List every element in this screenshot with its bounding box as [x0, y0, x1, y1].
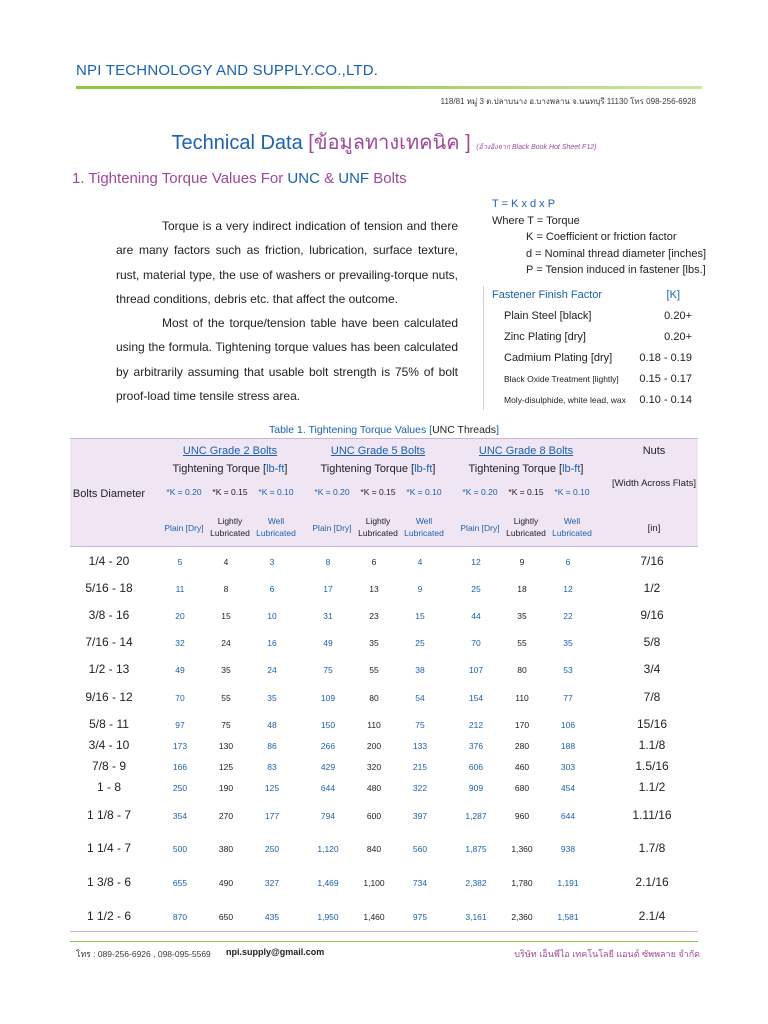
torque-value-cell: 644 [320, 783, 336, 793]
nut-size-cell: 1.7/8 [638, 841, 666, 855]
torque-value-cell: 6 [371, 557, 377, 567]
lubricated-label: Lubricated [506, 528, 546, 538]
torque-value-cell: 266 [320, 741, 336, 751]
torque-value-cell: 86 [267, 741, 277, 751]
footer-company: บริษัท เอ็นพีไอ เทคโนโลยี แอนด์ ซัพพลาย จำกัด [514, 949, 700, 959]
torque-value-cell: 83 [267, 762, 277, 772]
nut-size-cell: 15/16 [636, 717, 668, 731]
torque-value-cell: 4 [417, 557, 423, 567]
k-value-header: *K = 0.15 [212, 487, 248, 497]
torque-value-cell: 13 [369, 584, 379, 594]
nut-size-cell: 2.1/16 [635, 875, 669, 889]
tt-suffix: ] [432, 463, 436, 475]
torque-value-cell: 4 [223, 557, 229, 567]
bolt-diameter-cell: 1 1/8 - 7 [86, 808, 132, 822]
footer-email: npi.supply@gmail.com [226, 947, 325, 957]
tt-unit: lb-ft [562, 463, 581, 475]
torque-value-cell: 480 [366, 783, 382, 793]
torque-value-cell: 435 [264, 912, 280, 922]
lubricated-label: Lubricated [210, 528, 250, 538]
torque-value-cell: 500 [172, 844, 188, 854]
torque-value-cell: 650 [218, 912, 234, 922]
title-bracket-open: [ [308, 132, 314, 154]
nut-size-cell: 1.1/8 [638, 738, 666, 752]
finish-value: 0.10 - 0.14 [639, 394, 692, 406]
finish-value: 0.18 - 0.19 [639, 352, 692, 364]
torque-value-cell: 280 [514, 741, 530, 751]
torque-value-cell: 25 [415, 638, 425, 648]
header-divider [76, 86, 702, 89]
well-lubricated-header [252, 515, 300, 539]
torque-value-cell: 24 [221, 638, 231, 648]
torque-value-cell: 75 [221, 720, 231, 730]
torque-value-cell: 376 [468, 741, 484, 751]
torque-value-cell: 125 [218, 762, 234, 772]
finish-factor-row [492, 306, 702, 327]
torque-value-cell: 77 [563, 693, 573, 703]
formula-equation: T = K x d x P [492, 198, 556, 210]
nuts-header: Nuts [642, 445, 666, 457]
torque-value-cell: 6 [269, 584, 275, 594]
bolt-diameter-cell: 3/8 - 16 [88, 608, 130, 622]
torque-value-cell: 35 [267, 693, 277, 703]
torque-value-cell: 130 [218, 741, 234, 751]
intro-paragraph-2: Most of the torque/tension table have been calculated using the formula. Tightening torque values has been calculated by arbitrarily assuming that usable bolt strength is 75% of bolt proof-load time tensile stress area. [116, 316, 458, 403]
torque-value-cell: 794 [320, 811, 336, 821]
k-value-header: *K = 0.20 [166, 487, 202, 497]
torque-value-cell: 1,780 [511, 878, 533, 888]
well-label: Well [267, 516, 285, 526]
table-title-prefix: Table 1. Tightening Torque Values [ [269, 424, 433, 436]
k-value-header: *K = 0.15 [508, 487, 544, 497]
bolt-diameter-cell: 5/8 - 11 [89, 717, 129, 731]
title-thai: ข้อมูลทางเทคนิค [313, 132, 460, 154]
nut-size-cell: 5/8 [643, 635, 661, 649]
torque-value-cell: 5 [177, 557, 183, 567]
well-label: Well [563, 516, 581, 526]
torque-value-cell: 22 [563, 611, 573, 621]
nut-size-cell: 7/8 [643, 690, 661, 704]
section-title-unc: UNC [287, 170, 320, 187]
torque-value-cell: 870 [172, 912, 188, 922]
nut-size-cell: 1.5/16 [635, 759, 669, 773]
torque-value-cell: 1,460 [363, 912, 385, 922]
finish-factor-k-header: [K] [666, 289, 680, 301]
formula-d: d = Nominal thread diameter [inches] [526, 247, 707, 260]
finish-name: Zinc Plating [dry] [504, 331, 586, 343]
bolt-diameter-cell: 1 - 8 [96, 780, 121, 794]
torque-value-cell: 429 [320, 762, 336, 772]
torque-value-cell: 644 [560, 811, 576, 821]
torque-value-cell: 2,360 [511, 912, 533, 922]
k-value-header: *K = 0.20 [314, 487, 350, 497]
intro-paragraph-1: Torque is a very indirect indication of tension and there are many factors such as friction, lubrication, surface texture, rust, material type, the use of washers or prevailing-torque nuts, thread conditions, debris etc. that affect the outcome. [116, 219, 458, 306]
torque-value-cell: 734 [412, 878, 428, 888]
nut-size-cell: 1.1/2 [638, 780, 666, 794]
company-name: NPI TECHNOLOGY AND SUPPLY.CO.,LTD. [76, 62, 379, 79]
finish-factor-list [492, 306, 702, 411]
bolts-diameter-header: Bolts Diameter [72, 488, 146, 500]
torque-value-cell: 70 [175, 693, 185, 703]
finish-name: Moly-disulphide, white lead, wax [504, 395, 626, 405]
lubricated-label: Lubricated [358, 528, 398, 538]
torque-value-cell: 24 [267, 665, 277, 675]
torque-value-cell: 23 [369, 611, 379, 621]
tightening-torque-header [160, 463, 300, 475]
torque-value-cell: 3,161 [465, 912, 487, 922]
torque-value-cell: 212 [468, 720, 484, 730]
nut-size-cell: 9/16 [640, 608, 664, 622]
table-title [0, 424, 768, 436]
lightly-lubricated-header [354, 515, 402, 539]
torque-value-cell: 606 [468, 762, 484, 772]
torque-value-cell: 9 [417, 584, 423, 594]
finish-factor-divider [483, 286, 484, 410]
torque-value-cell: 560 [412, 844, 428, 854]
section-title-unf: UNF [338, 170, 370, 187]
torque-value-cell: 200 [366, 741, 382, 751]
finish-value: 0.20+ [664, 331, 692, 343]
torque-value-cell: 10 [267, 611, 277, 621]
table-header-top-line [70, 438, 698, 439]
torque-value-cell: 1,469 [317, 878, 339, 888]
bolt-diameter-cell: 1 1/2 - 6 [86, 909, 132, 923]
torque-value-cell: 840 [366, 844, 382, 854]
torque-value-cell: 1,581 [557, 912, 579, 922]
torque-value-cell: 320 [366, 762, 382, 772]
torque-value-cell: 173 [172, 741, 188, 751]
width-across-flats-header: [Width Across Flats] [612, 478, 696, 489]
torque-value-cell: 48 [267, 720, 277, 730]
torque-value-cell: 975 [412, 912, 428, 922]
formula-where: Where T = Torque [492, 214, 580, 227]
table-bottom-line [70, 931, 698, 932]
finish-factor-title: Fastener Finish Factor [492, 289, 603, 301]
torque-value-cell: 110 [367, 720, 381, 730]
torque-value-cell: 35 [369, 638, 379, 648]
torque-value-cell: 154 [468, 693, 484, 703]
torque-value-cell: 54 [415, 693, 425, 703]
bolt-diameter-cell: 1/2 - 13 [88, 662, 130, 676]
torque-value-cell: 2,382 [465, 878, 487, 888]
torque-formula [492, 196, 706, 279]
lubricated-label: Lubricated [552, 528, 592, 538]
table-header-bottom-line [70, 546, 698, 547]
torque-value-cell: 303 [560, 762, 576, 772]
torque-value-cell: 490 [218, 878, 234, 888]
torque-value-cell: 125 [264, 783, 280, 793]
k-value-header: *K = 0.10 [258, 487, 294, 497]
torque-value-cell: 6 [565, 557, 571, 567]
finish-factor-header [492, 289, 702, 301]
finish-name: Cadmium Plating [dry] [504, 352, 613, 364]
torque-value-cell: 107 [468, 665, 484, 675]
lightly-lubricated-header [502, 515, 550, 539]
bolt-diameter-cell: 1 3/8 - 6 [86, 875, 132, 889]
plain-dry-header: Plain [Dry] [164, 523, 204, 533]
torque-value-cell: 600 [366, 811, 382, 821]
torque-value-cell: 16 [267, 638, 277, 648]
finish-name: Black Oxide Treatment [lightly] [504, 374, 619, 384]
title-source: (อ้างอิงจาก Black Book Hot Sheet F12) [476, 144, 597, 151]
torque-value-cell: 166 [172, 762, 188, 772]
torque-value-cell: 32 [175, 638, 185, 648]
bolt-diameter-cell: 9/16 - 12 [85, 690, 133, 704]
lightly-lubricated-header [206, 515, 254, 539]
torque-value-cell: 80 [517, 665, 527, 675]
nut-size-cell: 1.11/16 [632, 808, 672, 822]
tt-prefix: Tightening Torque [ [468, 463, 563, 475]
tt-prefix: Tightening Torque [ [172, 463, 267, 475]
table-title-threads: UNC Threads [432, 424, 497, 436]
torque-value-cell: 327 [264, 878, 280, 888]
torque-value-cell: 188 [560, 741, 576, 751]
torque-value-cell: 454 [560, 783, 576, 793]
lubricated-label: Lubricated [404, 528, 444, 538]
grade-8-header: UNC Grade 8 Bolts [478, 445, 574, 457]
torque-value-cell: 17 [323, 584, 333, 594]
torque-value-cell: 460 [514, 762, 530, 772]
torque-value-cell: 110 [515, 693, 529, 703]
tt-prefix: Tightening Torque [ [320, 463, 415, 475]
torque-value-cell: 3 [269, 557, 275, 567]
torque-value-cell: 44 [471, 611, 481, 621]
torque-value-cell: 35 [517, 611, 527, 621]
tt-unit: lb-ft [414, 463, 433, 475]
torque-value-cell: 177 [264, 811, 280, 821]
title-bracket-close: ] [465, 132, 471, 154]
torque-value-cell: 15 [415, 611, 425, 621]
torque-value-cell: 55 [517, 638, 527, 648]
torque-value-cell: 80 [369, 693, 379, 703]
torque-value-cell: 49 [175, 665, 185, 675]
formula-k: K = Coefficient or friction factor [526, 231, 677, 243]
torque-value-cell: 1,120 [317, 844, 339, 854]
torque-value-cell: 106 [560, 720, 576, 730]
torque-value-cell: 31 [323, 611, 333, 621]
torque-value-cell: 190 [218, 783, 234, 793]
company-address: 118/81 หมู่ 3 ต.ปลาบนาง อ.บางพลาน จ.นนทบุรี 11130 โทร 098-256-6928 [440, 97, 696, 106]
finish-factor-row [492, 369, 702, 390]
bolt-diameter-cell: 3/4 - 10 [88, 738, 130, 752]
tt-unit: lb-ft [266, 463, 285, 475]
finish-factor-row [492, 390, 702, 411]
torque-value-cell: 960 [514, 811, 530, 821]
table-title-suffix: ] [496, 424, 499, 436]
torque-value-cell: 70 [471, 638, 481, 648]
footer-phone: โทร : 089-256-6926 , 098-095-5569 [76, 949, 211, 959]
torque-value-cell: 1,191 [557, 878, 579, 888]
plain-dry-header: Plain [Dry] [460, 523, 500, 533]
tightening-torque-header [456, 463, 596, 475]
tightening-torque-header [308, 463, 448, 475]
title-main: Technical Data [171, 132, 303, 154]
bolt-diameter-cell: 7/8 - 9 [91, 759, 127, 773]
k-value-header: *K = 0.10 [554, 487, 590, 497]
torque-value-cell: 53 [563, 665, 573, 675]
inch-header: [in] [647, 523, 661, 534]
torque-value-cell: 380 [218, 844, 234, 854]
grade-2-header: UNC Grade 2 Bolts [182, 445, 278, 457]
torque-value-cell: 35 [221, 665, 231, 675]
section-title-suffix: Bolts [369, 170, 407, 187]
torque-value-cell: 18 [517, 584, 527, 594]
torque-value-cell: 12 [471, 557, 481, 567]
torque-value-cell: 8 [325, 557, 331, 567]
finish-value: 0.15 - 0.17 [639, 373, 692, 385]
torque-value-cell: 133 [412, 741, 428, 751]
torque-value-cell: 1,100 [363, 878, 385, 888]
nut-size-cell: 7/16 [640, 554, 664, 568]
k-value-header: *K = 0.15 [360, 487, 396, 497]
finish-factor-row [492, 348, 702, 369]
torque-value-cell: 270 [218, 811, 234, 821]
k-value-header: *K = 0.20 [462, 487, 498, 497]
torque-value-cell: 215 [412, 762, 428, 772]
torque-value-cell: 12 [563, 584, 573, 594]
torque-value-cell: 49 [323, 638, 333, 648]
torque-value-cell: 9 [519, 557, 525, 567]
torque-value-cell: 38 [415, 665, 425, 675]
torque-value-cell: 170 [514, 720, 530, 730]
bolt-diameter-cell: 1/4 - 20 [88, 554, 130, 568]
torque-value-cell: 109 [320, 693, 336, 703]
torque-value-cell: 35 [563, 638, 573, 648]
nut-size-cell: 3/4 [643, 662, 661, 676]
finish-value: 0.20+ [664, 310, 692, 322]
torque-value-cell: 250 [172, 783, 188, 793]
tt-suffix: ] [580, 463, 584, 475]
torque-value-cell: 354 [172, 811, 188, 821]
torque-value-cell: 938 [560, 844, 576, 854]
lightly-label: Lightly [513, 516, 539, 526]
torque-value-cell: 11 [175, 584, 185, 594]
tt-suffix: ] [284, 463, 288, 475]
well-lubricated-header [548, 515, 596, 539]
torque-value-cell: 15 [221, 611, 231, 621]
well-lubricated-header [400, 515, 448, 539]
section-title-prefix: 1. Tightening Torque Values For [72, 170, 288, 187]
torque-value-cell: 97 [175, 720, 185, 730]
torque-value-cell: 1,287 [465, 811, 487, 821]
well-label: Well [415, 516, 433, 526]
torque-value-cell: 1,875 [465, 844, 487, 854]
torque-value-cell: 397 [412, 811, 428, 821]
torque-value-cell: 8 [223, 584, 229, 594]
torque-value-cell: 75 [323, 665, 333, 675]
torque-value-cell: 1,950 [317, 912, 339, 922]
torque-value-cell: 1,360 [511, 844, 533, 854]
torque-value-cell: 909 [468, 783, 484, 793]
torque-value-cell: 150 [320, 720, 336, 730]
page-title [0, 126, 768, 158]
grade-5-header: UNC Grade 5 Bolts [330, 445, 426, 457]
section-title-amp: & [319, 170, 339, 187]
k-value-header: *K = 0.10 [406, 487, 442, 497]
plain-dry-header: Plain [Dry] [312, 523, 352, 533]
torque-value-cell: 680 [514, 783, 530, 793]
nut-size-cell: 2.1/4 [638, 909, 666, 923]
lightly-label: Lightly [217, 516, 243, 526]
lubricated-label: Lubricated [256, 528, 296, 538]
torque-value-cell: 25 [471, 584, 481, 594]
finish-factor-row [492, 327, 702, 348]
torque-value-cell: 322 [412, 783, 428, 793]
torque-value-cell: 75 [415, 720, 425, 730]
torque-value-cell: 655 [172, 878, 188, 888]
torque-value-cell: 55 [221, 693, 231, 703]
torque-value-cell: 20 [175, 611, 185, 621]
footer-divider [70, 941, 698, 942]
bolt-diameter-cell: 1 1/4 - 7 [86, 841, 132, 855]
lightly-label: Lightly [365, 516, 391, 526]
bolt-diameter-cell: 7/16 - 14 [85, 635, 133, 649]
finish-name: Plain Steel [black] [504, 310, 592, 322]
torque-value-cell: 250 [264, 844, 280, 854]
formula-p: P = Tension induced in fastener [lbs.] [526, 264, 706, 276]
section-title [72, 170, 407, 187]
nut-size-cell: 1/2 [643, 581, 661, 595]
torque-value-cell: 55 [369, 665, 379, 675]
bolt-diameter-cell: 5/16 - 18 [85, 581, 133, 595]
